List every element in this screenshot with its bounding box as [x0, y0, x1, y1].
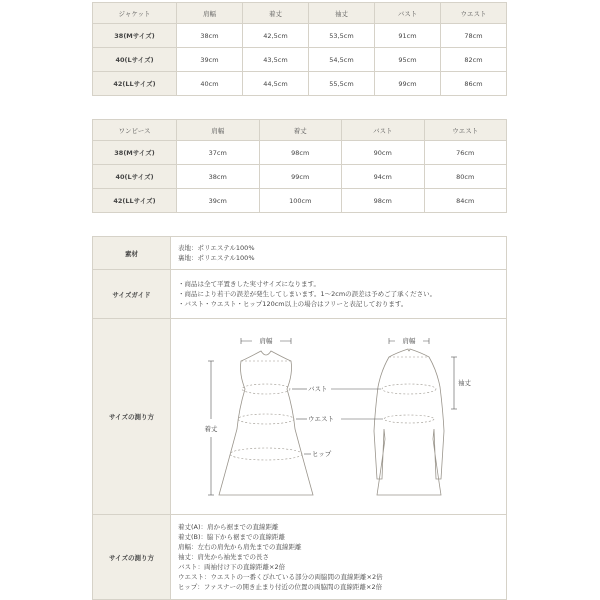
table-cell: 99cm	[375, 72, 441, 96]
table-cell: 39cm	[177, 48, 243, 72]
waist-label: ウエスト	[308, 415, 334, 423]
hip-label: ヒップ	[312, 450, 332, 458]
table-cell: 42,5cm	[243, 24, 309, 48]
table-cell: 40cm	[177, 72, 243, 96]
measure-line: バスト：両袖付け下の直線距離×2倍	[178, 563, 286, 571]
table-cell: 55,5cm	[309, 72, 375, 96]
table-cell: 99cm	[259, 165, 342, 189]
measure-line: ヒップ：ファスナーの開き止まり付近の位置の両脇間の直線距離×2倍	[178, 583, 383, 591]
measure-diagram-label: サイズの測り方	[93, 319, 171, 515]
size-label: 38(Mサイズ)	[93, 141, 177, 165]
length-tag	[202, 419, 220, 437]
table-cell: 90cm	[342, 141, 425, 165]
table-row	[93, 165, 507, 189]
measure-line: ウエスト：ウエストの一番くびれている部分の両脇間の直線距離×2倍	[178, 573, 383, 581]
jacket-outline	[374, 349, 444, 495]
jacket-header-cell: 袖丈	[309, 3, 375, 24]
dress-header-cell: ウエスト	[424, 120, 507, 141]
measure-line: 着丈(B)：脇下から裾までの直線距離	[178, 533, 286, 541]
size-guide-row	[93, 270, 507, 319]
dress-header-cell: 着丈	[259, 120, 342, 141]
table-cell: 38cm	[177, 24, 243, 48]
measure-line: 肩幅：左右の肩先から肩先までの直線距離	[178, 543, 302, 551]
table-row	[93, 72, 507, 96]
jacket-header-cell: ジャケット	[93, 3, 177, 24]
table-cell: 95cm	[375, 48, 441, 72]
table-cell: 44,5cm	[243, 72, 309, 96]
material-line: 裏地：ポリエステル100%	[178, 254, 255, 262]
table-cell: 38cm	[177, 165, 260, 189]
table-row	[93, 48, 507, 72]
product-info-table	[92, 236, 507, 600]
size-guide-line: ・商品により若干の誤差が発生してしまいます。1〜2cmの誤差は予めご了承ください。	[178, 290, 437, 298]
measure-line: 着丈(A)：肩から裾までの直線距離	[178, 523, 279, 531]
measure-diagram-row	[93, 319, 507, 515]
dress-header-cell: バスト	[342, 120, 425, 141]
measure-text-value	[171, 515, 507, 600]
jacket-shoulder-tag	[395, 335, 423, 346]
size-label: 38(Mサイズ)	[93, 24, 177, 48]
dress-outline	[219, 351, 313, 495]
table-cell: 76cm	[424, 141, 507, 165]
measurement-illustration	[171, 319, 507, 514]
material-value	[171, 237, 507, 270]
material-label: 素材	[93, 237, 171, 270]
jacket-header-row	[93, 3, 507, 24]
dress-header-cell: 肩幅	[177, 120, 260, 141]
size-label: 42(LLサイズ)	[93, 72, 177, 96]
table-cell: 54,5cm	[309, 48, 375, 72]
measure-diagram	[171, 319, 506, 514]
table-row	[93, 189, 507, 213]
jacket-header-cell: 着丈	[243, 3, 309, 24]
size-guide-value	[171, 270, 507, 319]
measure-diagram-cell	[171, 319, 507, 515]
size-guide-line: ・バスト・ウエスト・ヒップ120cm以上の場合はフリーと表記しております。	[178, 300, 408, 308]
table-cell: 43,5cm	[243, 48, 309, 72]
table-row	[93, 141, 507, 165]
table-cell: 98cm	[259, 141, 342, 165]
table-cell: 100cm	[259, 189, 342, 213]
table-cell: 80cm	[424, 165, 507, 189]
material-row	[93, 237, 507, 270]
jacket-size-table	[92, 2, 507, 96]
table-cell: 82cm	[441, 48, 507, 72]
jacket-header-cell: ウエスト	[441, 3, 507, 24]
measure-text-row	[93, 515, 507, 600]
table-cell: 86cm	[441, 72, 507, 96]
measure-text-label: サイズの測り方	[93, 515, 171, 600]
size-label: 40(Lサイズ)	[93, 48, 177, 72]
size-label: 40(Lサイズ)	[93, 165, 177, 189]
table-cell: 53,5cm	[309, 24, 375, 48]
measurement-lines	[230, 357, 436, 460]
table-cell: 91cm	[375, 24, 441, 48]
bust-label: バスト	[308, 385, 328, 393]
material-line: 表地：ポリエステル100%	[178, 244, 255, 252]
dress-header-row	[93, 120, 507, 141]
table-cell: 78cm	[441, 24, 507, 48]
table-cell: 37cm	[177, 141, 260, 165]
jacket-shoulder-label: 肩幅	[402, 337, 416, 345]
size-label: 42(LLサイズ)	[93, 189, 177, 213]
sleeve-tag	[455, 377, 475, 388]
jacket-header-cell: バスト	[375, 3, 441, 24]
dress-shoulder-tag	[252, 335, 280, 346]
table-cell: 39cm	[177, 189, 260, 213]
jacket-header-cell: 肩幅	[177, 3, 243, 24]
table-row	[93, 24, 507, 48]
measure-line: 袖丈：肩先から袖先までの長さ	[178, 553, 269, 561]
dress-shoulder-label: 肩幅	[259, 337, 273, 345]
table-cell: 94cm	[342, 165, 425, 189]
table-cell: 98cm	[342, 189, 425, 213]
size-guide-label: サイズガイド	[93, 270, 171, 319]
dress-header-cell: ワンピース	[93, 120, 177, 141]
size-guide-line: ・商品は全て平置きした実寸サイズになります。	[178, 280, 320, 288]
dress-size-table	[92, 119, 507, 213]
length-label: 着丈	[204, 425, 218, 433]
table-cell: 84cm	[424, 189, 507, 213]
sleeve-label: 袖丈	[458, 379, 471, 387]
